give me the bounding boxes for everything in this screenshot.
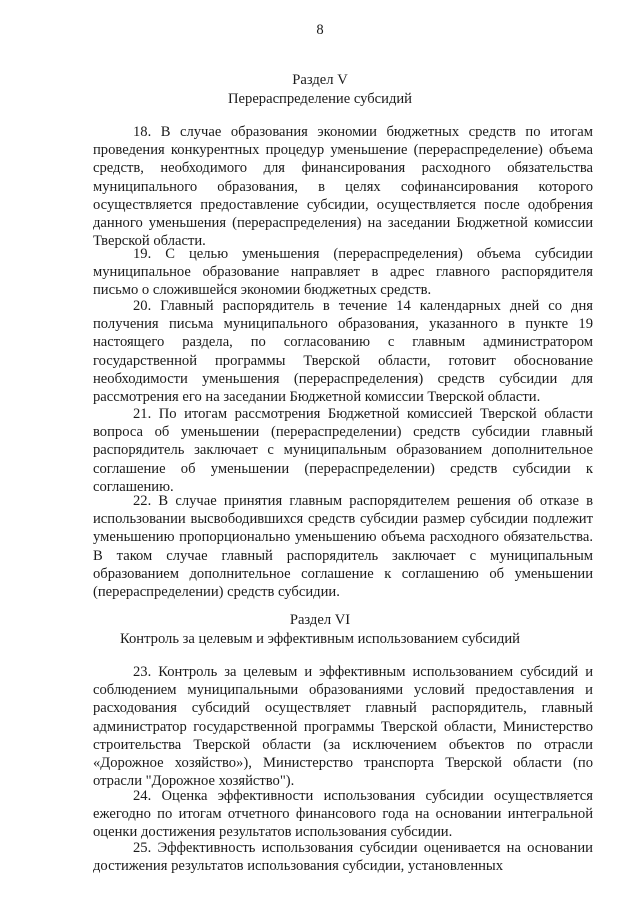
paragraph-24: 24. Оценка эффективности использования субсидии осуществляется ежегодно по итогам отчетного финансового года на основании интегральной оценки достижения результатов использования субсидии. <box>93 788 593 841</box>
paragraph-23: 23. Контроль за целевым и эффективным использованием субсидий и соблюдением муниципальными образованиями условий предоставления и расходования субсидий осуществляет главный распорядитель, главный администратор государственной программы Тверской области, Министерство строительства Тверской области (за исключением объектов по отрасли «Дорожное хозяйство»), Министерство транспорта Тверской области (по отрасли "Дорожное хозяйство"). <box>93 664 593 790</box>
paragraph-20: 20. Главный распорядитель в течение 14 календарных дней со дня получения письма муниципального образования, указанного в пункте 19 настоящего раздела, по согласованию с главным администратором государственной программы Тверской области, готовит обоснование необходимости уменьшения (перераспределения) средств субсидии для рассмотрения его на заседании Бюджетной комиссии Тверской области. <box>93 298 593 406</box>
page-number: 8 <box>316 22 324 38</box>
section-6-subtitle: Контроль за целевым и эффективным использованием субсидий <box>119 631 520 647</box>
section-6-title: Раздел VI <box>289 612 351 628</box>
section-5-title: Раздел V <box>292 72 348 88</box>
paragraph-25: 25. Эффективность использования субсидии оценивается на основании достижения результатов использования субсидии, установленных <box>93 840 593 875</box>
paragraph-19: 19. С целью уменьшения (перераспределения) объема субсидии муниципальное образование направляет в адрес главного распорядителя письмо о сложившейся экономии бюджетных средств. <box>93 246 593 299</box>
paragraph-18: 18. В случае образования экономии бюджетных средств по итогам проведения конкурентных процедур уменьшение (перераспределение) объема средств, необходимого для финансирования расходного обязательства муниципального образования, в целях софинансирования которого осуществляется предоставление субсидии, осуществляется после одобрения данного уменьшения (перераспределения) на заседании Бюджетной комиссии Тверской области. <box>93 124 593 250</box>
section-5-subtitle: Перераспределение субсидий <box>228 91 412 107</box>
paragraph-21: 21. По итогам рассмотрения Бюджетной комиссией Тверской области вопроса об уменьшении (перераспределении) средств субсидии главный распорядитель заключает с муниципальным образованием дополнительное соглашение об уменьшении (перераспределении) средств субсидии к соглашению. <box>93 406 593 495</box>
paragraph-22: 22. В случае принятия главным распорядителем решения об отказе в использовании высвободившихся средств субсидии размер субсидии подлежит уменьшению пропорционально уменьшению объема расходного обязательства. В таком случае главный распорядитель заключает с муниципальным образованием дополнительное соглашение к соглашению об уменьшении (перераспределении) средств субсидии. <box>93 493 593 601</box>
